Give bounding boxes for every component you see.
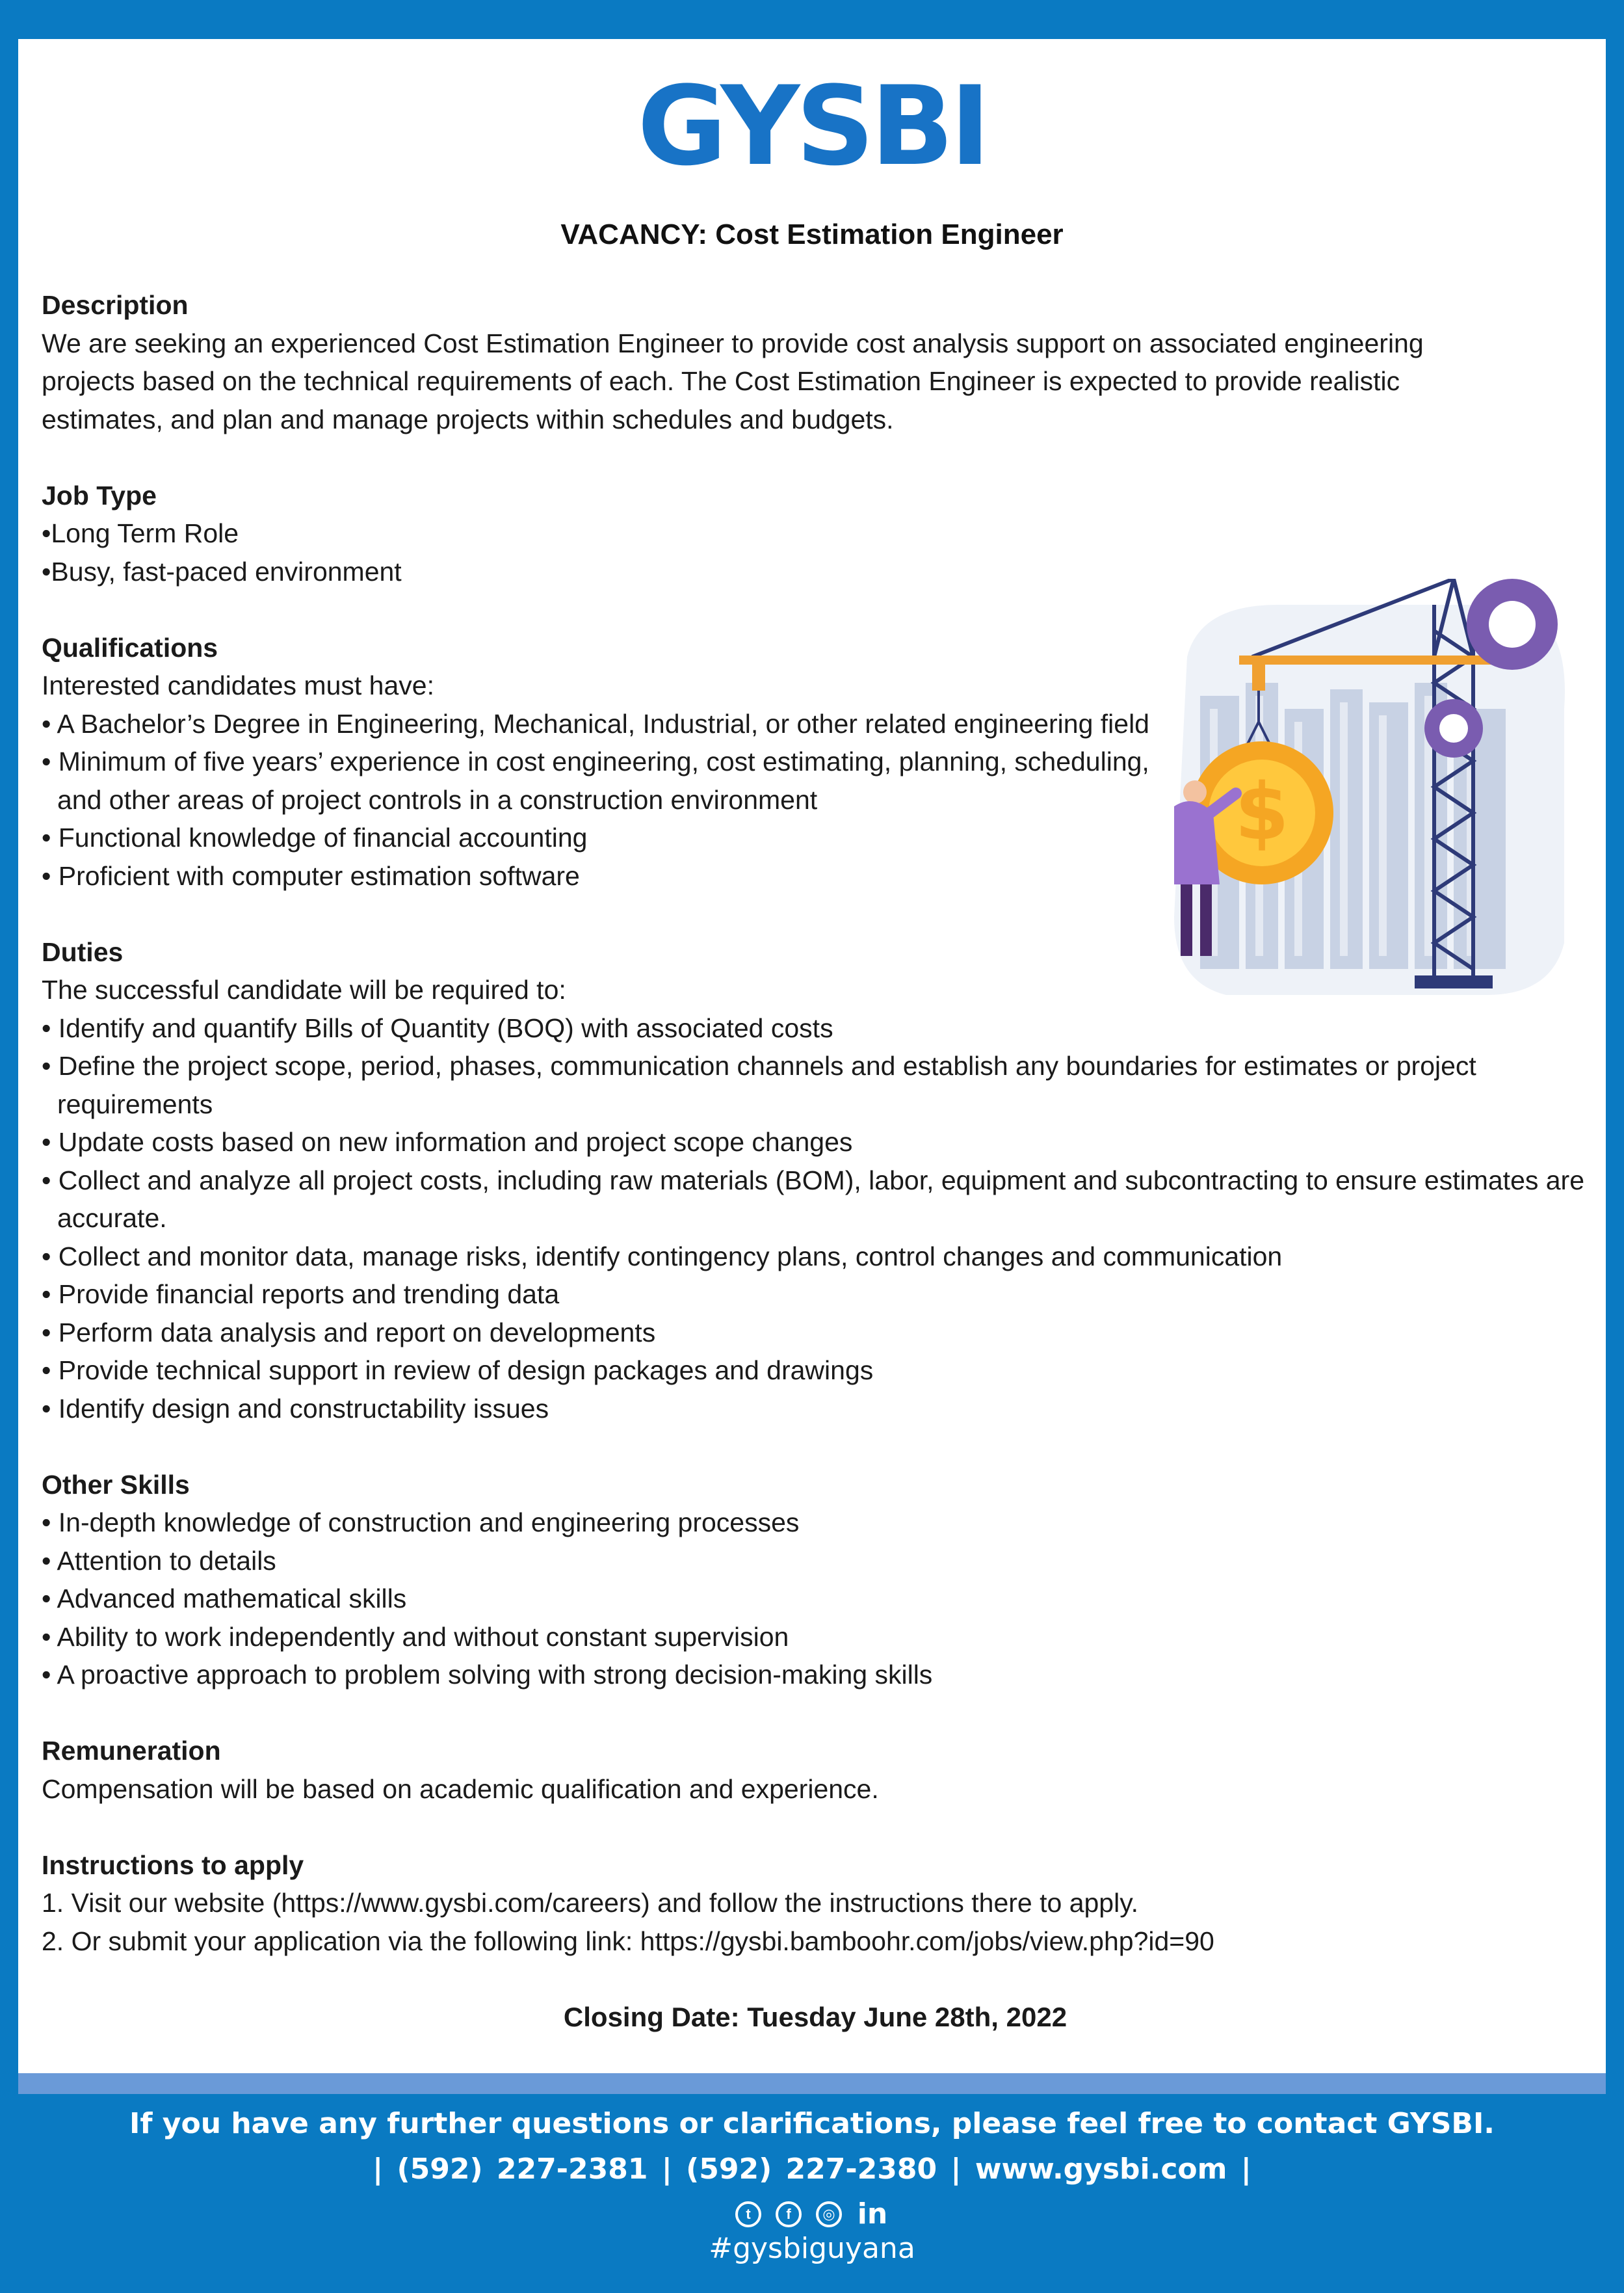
linkedin-icon[interactable]: in — [857, 2197, 888, 2231]
other-skills-heading: Other Skills — [42, 1469, 190, 1500]
closing-date: Closing Date: Tuesday June 28th, 2022 — [563, 2001, 1067, 2032]
instructions-section — [42, 1846, 1589, 1961]
job-type-item: •Busy, fast-paced environment — [42, 556, 402, 587]
duty-item: • Provide technical support in review of design packages and drawings — [42, 1355, 874, 1385]
duty-item: • Identify design and constructability issues — [42, 1393, 549, 1424]
construction-coin-illustration — [1148, 579, 1577, 1008]
duty-item: • Perform data analysis and report on developments — [42, 1317, 656, 1347]
twitter-icon[interactable]: t — [735, 2201, 761, 2227]
skill-item: • Attention to details — [42, 1545, 276, 1576]
instruction-item[interactable]: 1. Visit our website (https://www.gysbi.com/careers) and follow the instructions there to apply. — [42, 1888, 1139, 1918]
social-icons — [18, 2198, 1606, 2231]
phones-line[interactable]: | (592) 227-2381 | (592) 227-2380 | www.gysbi.com | — [373, 2153, 1251, 2186]
instruction-item[interactable]: 2. Or submit your application via the following link: https://gysbi.bamboohr.com/jobs/view.php?id=90 — [42, 1926, 1214, 1956]
qualification-item: • Functional knowledge of financial accounting — [42, 823, 588, 853]
description-heading: Description — [42, 290, 189, 320]
duty-item: • Collect and monitor data, manage risks, identify contingency plans, control changes and communication — [42, 1241, 1283, 1271]
accent-stripe — [18, 2073, 1606, 2094]
description-line: projects based on the technical requirements of each. The Cost Estimation Engineer is expected to provide realistic — [42, 366, 1400, 396]
remuneration-heading: Remuneration — [42, 1736, 221, 1766]
qualification-item: • A Bachelor’s Degree in Engineering, Mechanical, Industrial, or other related engineering field — [42, 708, 1149, 739]
duty-item: • Collect and analyze all project costs, including raw materials (BOM), labor, equipment and subcontracting to ensure estimates are accurate. — [42, 1165, 1585, 1233]
other-skills-section — [42, 1466, 1589, 1694]
content-sheet — [18, 39, 1606, 2073]
gysbi-logo: GYSBI — [637, 62, 987, 190]
duty-item: • Provide financial reports and trending data — [42, 1279, 560, 1309]
description-section — [42, 286, 1589, 438]
remuneration-section — [42, 1732, 1589, 1808]
job-type-heading: Job Type — [42, 480, 157, 510]
qualifications-intro: Interested candidates must have: — [42, 670, 434, 700]
hashtag[interactable]: #gysbiguyana — [709, 2232, 915, 2265]
facebook-icon[interactable]: f — [776, 2201, 802, 2227]
instructions-heading: Instructions to apply — [42, 1849, 304, 1880]
skill-item: • A proactive approach to problem solving with strong decision-making skills — [42, 1660, 933, 1690]
content-body — [42, 286, 1589, 2036]
remuneration-text: Compensation will be based on academic qualification and experience. — [42, 1773, 879, 1804]
contact-footer — [18, 2094, 1606, 2270]
duty-item: • Identify and quantify Bills of Quantity (BOQ) with associated costs — [42, 1013, 833, 1043]
job-type-item: •Long Term Role — [42, 518, 239, 548]
skill-item: • In-depth knowledge of construction and engineering processes — [42, 1507, 800, 1537]
qualifications-heading: Qualifications — [42, 632, 218, 663]
skill-item: • Ability to work independently and without constant supervision — [42, 1621, 789, 1652]
duties-heading: Duties — [42, 936, 124, 967]
job-type-section — [42, 477, 1589, 591]
contact-line: If you have any further questions or clarifications, please feel free to contact GYSBI. — [129, 2107, 1495, 2140]
instagram-icon[interactable]: ◎ — [816, 2201, 842, 2227]
qualification-item: • Minimum of five years’ experience in cost engineering, cost estimating, planning, scheduling, and other areas of project controls in a construction environment — [42, 747, 1149, 815]
description-line: estimates, and plan and manage projects within schedules and budgets. — [42, 404, 894, 434]
svg-text:$: $ — [1235, 767, 1289, 858]
duty-item: • Define the project scope, period, phases, communication channels and establish any boundaries for estimates or project requirements — [42, 1051, 1476, 1119]
qualification-item: • Proficient with computer estimation software — [42, 860, 580, 891]
duties-intro: The successful candidate will be required to: — [42, 975, 566, 1005]
vacancy-title: VACANCY: Cost Estimation Engineer — [560, 219, 1064, 250]
duty-item: • Update costs based on new information and project scope changes — [42, 1127, 853, 1157]
skill-item: • Advanced mathematical skills — [42, 1584, 407, 1613]
description-line: We are seeking an experienced Cost Estimation Engineer to provide cost analysis support on associated engineering — [42, 328, 1424, 358]
